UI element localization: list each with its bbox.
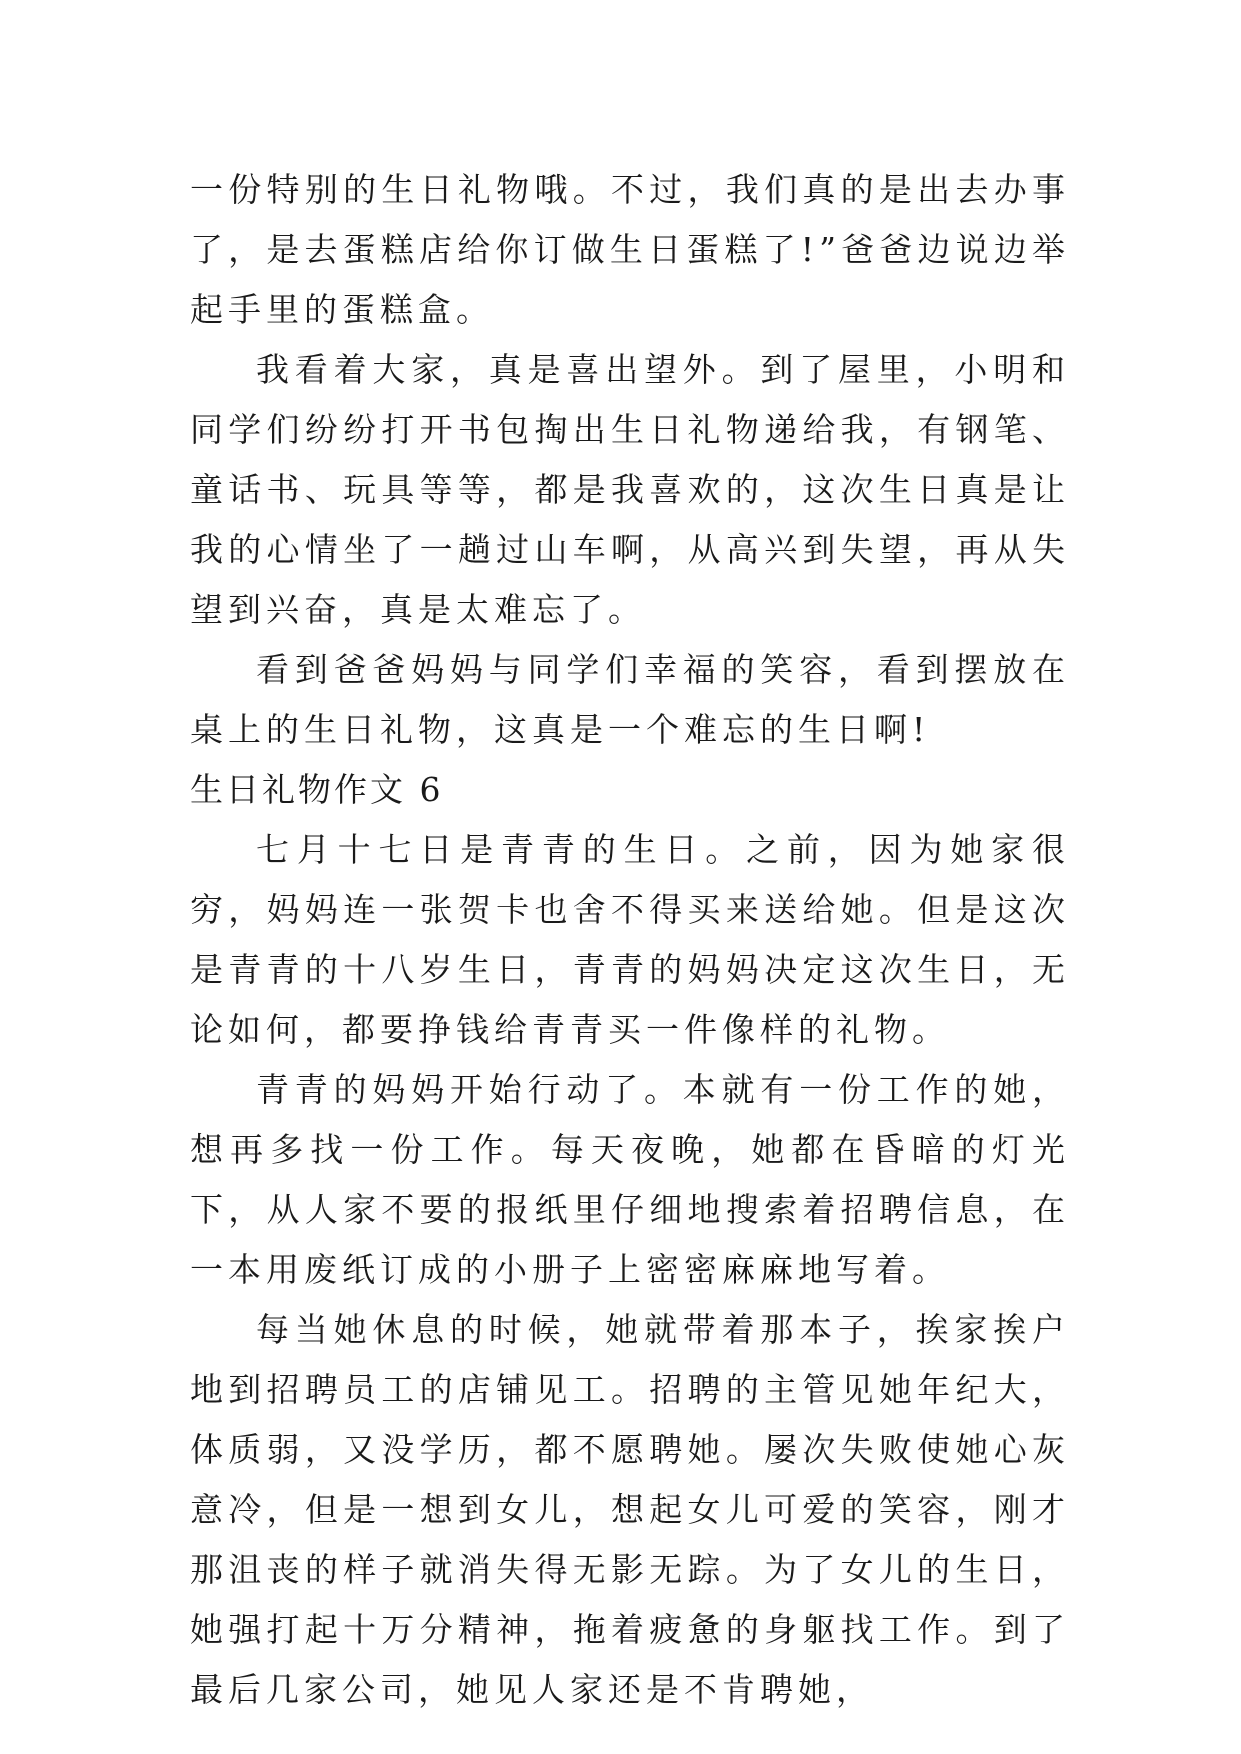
paragraph: 青青的妈妈开始行动了。本就有一份工作的她，想再多找一份工作。每天夜晚，她都在昏暗的灯光下，从人家不要的报纸里仔细地搜索着招聘信息，在一本用废纸订成的小册子上密密麻麻地写着。 [190,1070,1070,1289]
document-body [190,160,1070,1720]
paragraph: 七月十七日是青青的生日。之前，因为她家很穷，妈妈连一张贺卡也舍不得买来送给她。但是这次是青青的十八岁生日，青青的妈妈决定这次生日，无论如何，都要挣钱给青青买一件像样的礼物。 [190,830,1070,1049]
paragraph: 我看着大家，真是喜出望外。到了屋里，小明和同学们纷纷打开书包掏出生日礼物递给我，有钢笔、童话书、玩具等等，都是我喜欢的，这次生日真是让我的心情坐了一趟过山车啊，从高兴到失望，再从失望到兴奋，真是太难忘了。 [190,350,1070,629]
paragraph: 看到爸爸妈妈与同学们幸福的笑容，看到摆放在桌上的生日礼物，这真是一个难忘的生日啊! [190,650,1070,749]
section-title: 生日礼物作文 6 [190,770,444,809]
paragraph: 每当她休息的时候，她就带着那本子，挨家挨户地到招聘员工的店铺见工。招聘的主管见她年纪大，体质弱，又没学历，都不愿聘她。屡次失败使她心灰意冷，但是一想到女儿，想起女儿可爱的笑容，刚才那沮丧的样子就消失得无影无踪。为了女儿的生日，她强打起十万分精神，拖着疲惫的身躯找工作。到了最后几家公司，她见人家还是不肯聘她， [190,1310,1070,1709]
paragraph-continuation: 一份特别的生日礼物哦。不过，我们真的是出去办事了，是去蛋糕店给你订做生日蛋糕了!”爸爸边说边举起手里的蛋糕盒。 [190,170,1070,329]
